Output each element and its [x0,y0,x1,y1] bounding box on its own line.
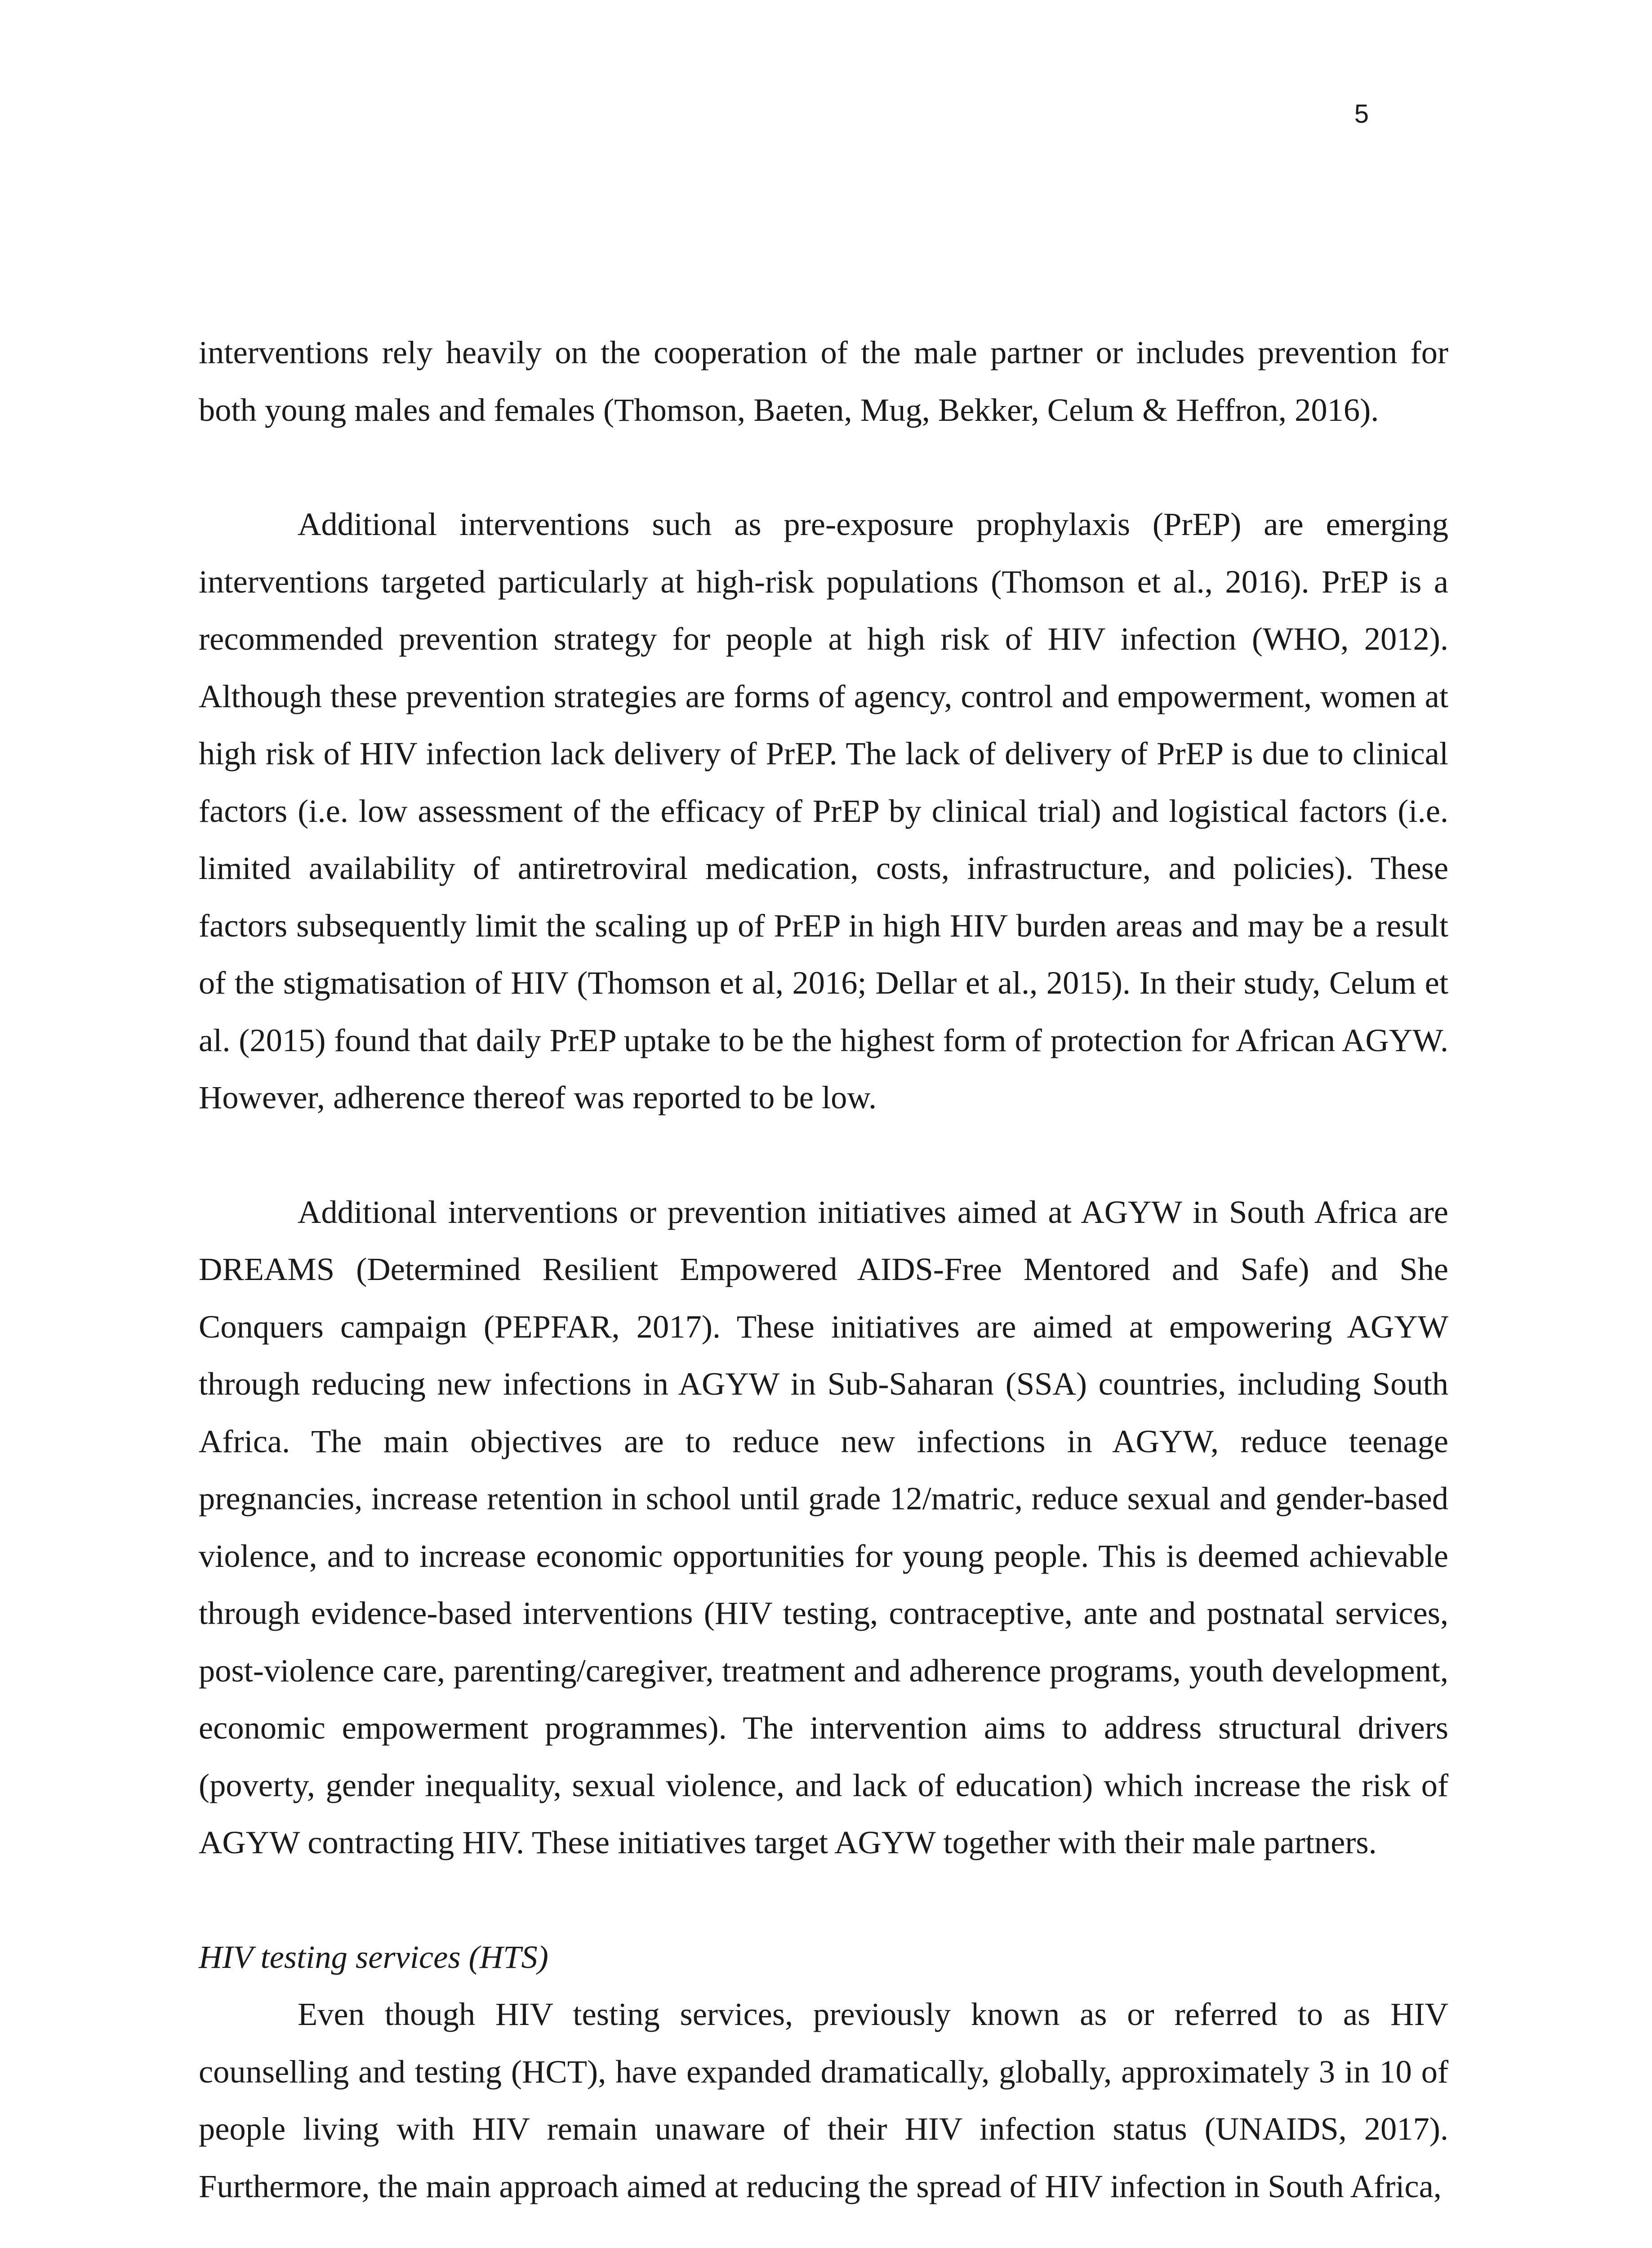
paragraph-prep: Additional interventions such as pre-exposure prophylaxis (PrEP) are emerging interventions targeted particularly at high-risk populations (Thomson et al., 2016). PrEP is a recommended prevention strategy for people at high risk of HIV infection (WHO, 2012). Although these prevention strategies are forms of agency, control and empowerment, women at high risk of HIV infection lack delivery of PrEP. The lack of delivery of PrEP is due to clinical factors (i.e. low assessment of the efficacy of PrEP by clinical trial) and logistical factors (i.e. limited availability of antiretroviral medication, costs, infrastructure, and policies). These factors subsequently limit the scaling up of PrEP in high HIV burden areas and may be a result of the stigmatisation of HIV (Thomson et al, 2016; Dellar et al., 2015). In their study, Celum et al. (2015) found that daily PrEP uptake to be the highest form of protection for African AGYW. However, adherence thereof was reported to be low. [199,506,1448,1115]
paragraph-continuation: interventions rely heavily on the cooperation of the male partner or includes prevention for both young males and females (Thomson, Baeten, Mug, Bekker, Celum & Heffron, 2016). [199,334,1448,428]
page-body [199,324,1448,2215]
paragraph-hts: Even though HIV testing services, previously known as or referred to as HIV counselling and testing (HCT), have expanded dramatically, globally, approximately 3 in 10 of people living with HIV remain unaware of their HIV infection status (UNAIDS, 2017). Furthermore, the main approach aimed at reducing the spread of HIV infection in South Africa, [199,1996,1448,2204]
section-heading: HIV testing services (HTS) [199,1938,548,1975]
paragraph-spacer [199,438,1448,495]
paragraph-dreams: Additional interventions or prevention initiatives aimed at AGYW in South Africa are DREAMS (Determined Resilient Empowered AIDS-Free Mentored and Safe) and She Conquers campaign (PEPFAR, 2017). These initiatives are aimed at empowering AGYW through reducing new infections in AGYW in Sub-Saharan (SSA) countries, including South Africa. The main objectives are to reduce new infections in AGYW, reduce teenage pregnancies, increase retention in school until grade 12/matric, reduce sexual and gender-based violence, and to increase economic opportunities for young people. This is deemed achievable through evidence-based interventions (HIV testing, contraceptive, ante and postnatal services, post-violence care, parenting/caregiver, treatment and adherence programs, youth development, economic empowerment programmes). The intervention aims to address structural drivers (poverty, gender inequality, sexual violence, and lack of education) which increase the risk of AGYW contracting HIV. These initiatives target AGYW together with their male partners. [199,1193,1448,1860]
paragraph-spacer [199,1126,1448,1183]
page-number: 5 [1354,99,1369,129]
section-spacer [199,1871,1448,1928]
